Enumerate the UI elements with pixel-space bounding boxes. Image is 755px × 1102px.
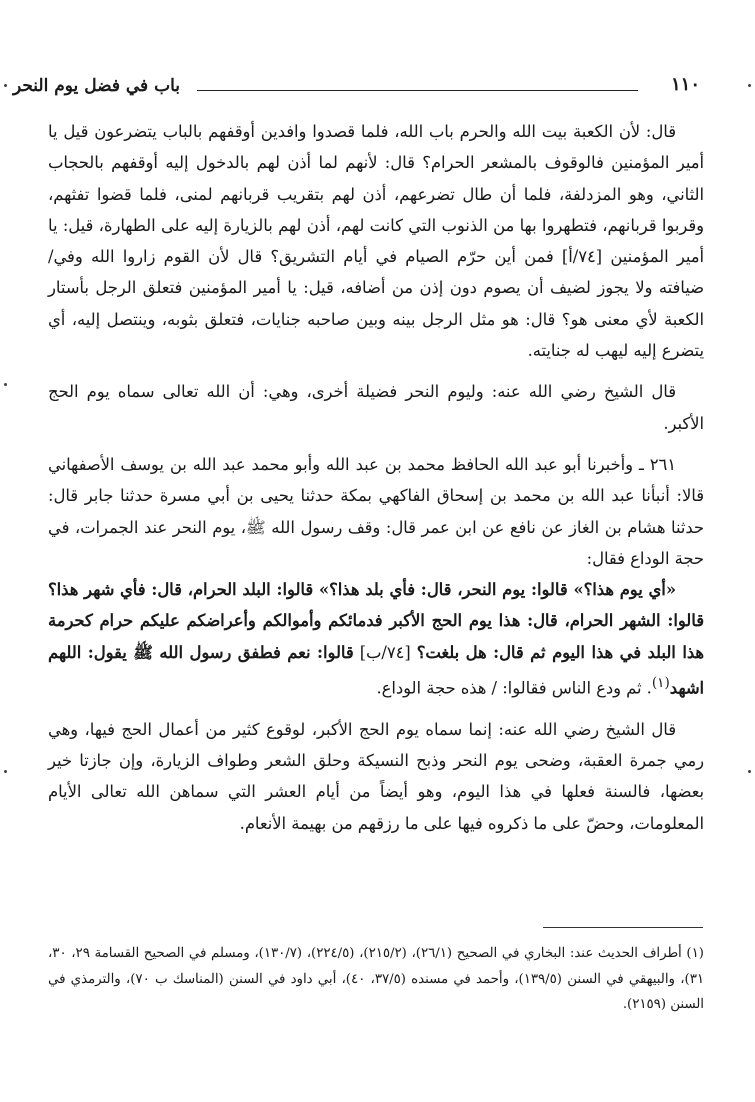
footnotes [48,941,704,1018]
paragraph-2: قال الشيخ رضي الله عنه: وليوم النحر فضيلة أخرى، وهي: أن الله تعالى سماه يوم الحج الأكبر. [48,382,704,433]
hadith-quote [48,574,704,704]
header-rule [197,90,638,91]
footnote-1: (١) أطراف الحديث عند: البخاري في الصحيح (٢٦/١)، (٢١٥/٢)، (٢٢٤/٥)، (١٣٠/٧)، ومسلم في الصحيح القسامة ٢٩، ٣٠، ٣١)، والبيهقي في السنن (١٣٩/٥)، وأحمد في مسنده (٣٧/٥، ٤٠)، أبي داود في السنن (المناسك ب ٧٠)، والترمذي في السنن (٢١٥٩). [48,946,704,1012]
page-number: ١١٠ [670,74,700,95]
paragraph-5: قال الشيخ رضي الله عنه: إنما سماه يوم الحج الأكبر، لوقوع كثير من أعمال الحج فيها، وهي رمي جمرة العقبة، وضحى يوم النحر وذبح النسيكة وحلق الشعر وطواف الزيارة، وإن جازتا خير بعضها، فالسنة فعلها في هذا اليوم، وهو أيضاً من أيام العشر التي سماهن الله تعالى الأيام المعلومات، وحضّ على ما ذكروه فيها على ما رزقهم من بهيمة الأنعام. [48,719,704,833]
hadith-paragraph: ٢٦١ ـ وأخبرنا أبو عبد الله الحافظ محمد بن عبد الله وأبو محمد عبد الله بن يوسف الأصفهاني قالا: أنبأنا عبد الله بن محمد بن إسحاق الفاكهي بمكة حدثنا يحيى بن أبي مسرة حدثنا جابر قال: حدثنا هشام بن الغاز عن نافع عن ابن عمر قال: وقف رسول الله ﷺ، يوم النحر عند الجمرات، في حجة الوداع فقال: [48,454,704,568]
page-header [12,70,700,104]
footnote-separator [543,927,703,928]
scan-mark [748,84,751,87]
folio-marker: [٧٤/ب] [359,642,411,662]
footnote-ref: (١) [651,675,670,692]
hadith-tail: . ثم ودع الناس فقالوا: / هذه حجة الوداع. [376,678,652,698]
hadith-text-1: «أي يوم هذا؟» قالوا: يوم النحر، قال: فأي بلد هذا؟» قالوا: البلد الحرام، قال: فأي شهر هذا؟ قالوا: الشهر الحرام، قال: هذا يوم الحج الأكبر فدمائكم وأموالكم وأعراضكم عليكم حرام كحرمة هذا البلد في هذا اليوم ثم قال: هل بلغت؟ [48,580,704,662]
scan-mark [4,84,7,87]
scan-mark [4,383,7,386]
running-title: باب في فضل يوم النحر [12,76,180,96]
main-text [48,116,704,839]
hadith-text-2: قالوا: نعم فطفق رسول الله ﷺ يقول: اللهم اشهد [48,642,704,698]
scan-mark [748,770,751,773]
scan-mark [4,770,7,773]
paragraph-1: قال: لأن الكعبة بيت الله والحرم باب الله، فلما قصدوا وافدين أوقفهم بالباب يتضرعون قيل يا أمير المؤمنين فالوقوف بالمشعر الحرام؟ قال: لأنهم لما أذن لهم بالدخول إليه أوقفهم بالحجاب الثاني، وهو المزدلفة، فلما أن طال تضرعهم، أذن لهم بتقريب قربانهم لمنى، فلما قضوا تفثهم، وقربوا قربانهم، فتطهروا بها من الذنوب التي كانت لهم، أذن لهم بالزيارة إليه على الطهارة، قيل: يا أمير المؤمنين [٧٤/أ] فمن أين حرّم الصيام في أيام التشريق؟ قال لأن القوم زاروا الله وفي/ ضيافته ولا يجوز لضيف أن يصوم دون إذن من أضافه، قيل: يا أمير المؤمنين فتعلق الرجل بأستار الكعبة لأي معنى هو؟ قال: هو مثل الرجل بينه وبين صاحبه جنايات، فتعلق بثوبه، وينتصل إليه، أي يتضرع إليه ليهب له جنايته. [48,122,705,361]
